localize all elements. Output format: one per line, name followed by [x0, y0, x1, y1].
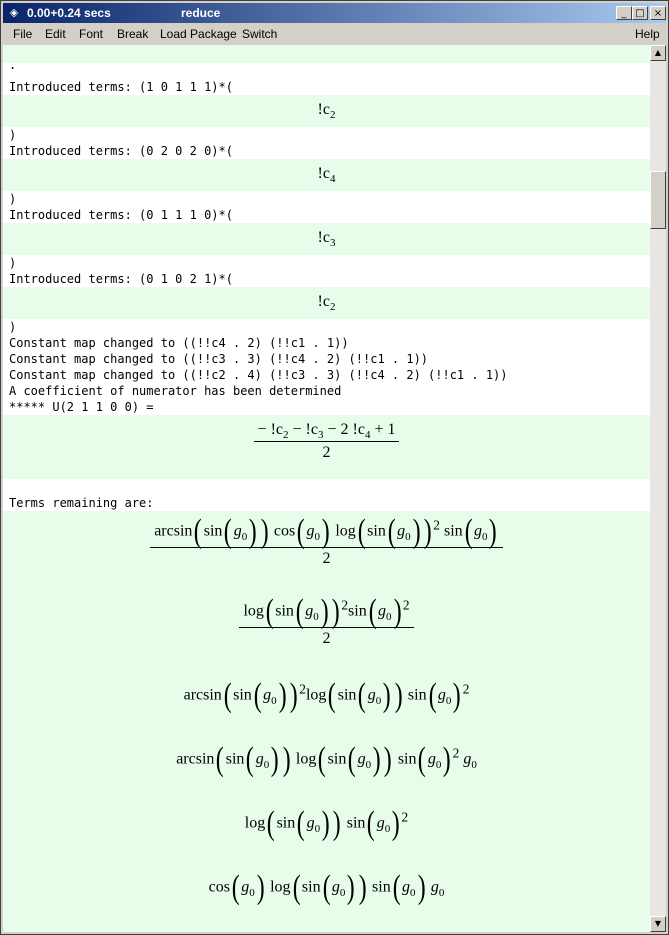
console-line: Introduced terms: (0 1 0 2 1)*(: [9, 272, 233, 286]
remaining-term-2: $\frac{\log( \sin( g_0)) ^2\sin( g_0) ^2}{2}$: [3, 597, 650, 648]
menu-edit[interactable]: Edit: [45, 27, 66, 41]
math-term: $!c_3$: [317, 229, 336, 250]
close-button[interactable]: ×: [650, 6, 666, 20]
scroll-thumb[interactable]: [650, 171, 666, 229]
scroll-up-icon[interactable]: ▲: [650, 45, 666, 61]
title-timing: 0.00+0.24 secs: [27, 6, 111, 20]
console-line: Introduced terms: (0 2 0 2 0)*(: [9, 144, 233, 158]
remaining-term-4: arcsin( sin( $g_0$)) log( sin( $g_0$)) sin( $g_0$) $^2$ $g_0$: [176, 741, 477, 778]
menu-break[interactable]: Break: [117, 27, 149, 41]
console-line: ): [9, 192, 17, 206]
console-line: Constant map changed to ((!!c4 . 2) (!!c1 . 1)): [9, 336, 349, 350]
title-bar[interactable]: [3, 3, 666, 23]
math-block-bg: [3, 45, 650, 63]
console-line: Constant map changed to ((!!c3 . 3) (!!c4 . 2) (!!c1 . 1)): [9, 352, 429, 366]
console-line: A coefficient of numerator has been determined: [9, 384, 342, 398]
menu-file[interactable]: File: [13, 27, 33, 41]
title-app-name: reduce: [181, 6, 221, 20]
console-line: Terms remaining are:: [9, 496, 154, 510]
scroll-down-icon[interactable]: ▼: [650, 916, 666, 932]
console-line: .: [9, 58, 17, 72]
console-line: Constant map changed to ((!!c2 . 4) (!!c3 . 3) (!!c4 . 2) (!!c1 . 1)): [9, 368, 508, 382]
console-line: Introduced terms: (1 0 1 1 1)*(: [9, 80, 233, 94]
remaining-term-6: cos( $g_0$) log( sin( $g_0$)) sin( $g_0$) $g_0$: [208, 869, 445, 906]
console-line: ): [9, 256, 17, 270]
app-icon: ◈: [9, 6, 19, 19]
console-line: Introduced terms: (0 1 1 1 0)*(: [9, 208, 233, 222]
menu-load-package[interactable]: Load Package: [160, 27, 237, 41]
vertical-scrollbar[interactable]: [650, 45, 666, 932]
menu-bar: [3, 24, 666, 44]
menu-switch[interactable]: Switch: [242, 27, 278, 41]
math-term: $!c_2$: [317, 101, 336, 122]
console-line: ***** U(2 1 1 0 0) =: [9, 400, 154, 414]
remaining-term-1: arcsin( sin( $g_0$)) cos( $g_0$) log( sin( $g_0$)) $^2$ sin( $g_0$) 2: [3, 517, 650, 568]
menu-font[interactable]: Font: [79, 27, 104, 41]
console-line: ): [9, 128, 17, 142]
maximize-button[interactable]: □: [632, 6, 648, 20]
console-output[interactable]: [3, 45, 650, 932]
remaining-term-5: log( sin( $g_0$)) sin( $g_0$) $^2$: [244, 805, 409, 842]
coefficient-fraction: $\frac{- !c_2 - !c_3 - 2 !c_4 + 1}{2}$: [3, 421, 650, 462]
remaining-term-3: arcsin( sin( $g_0$)) $^2$log( sin( $g_0$)) sin( $g_0$) $^2$: [183, 677, 470, 714]
minimize-button[interactable]: _: [616, 6, 632, 20]
menu-help[interactable]: Help: [635, 27, 660, 41]
console-line: ): [9, 320, 17, 334]
math-term: $!c_4$: [317, 165, 336, 186]
math-term: $!c_2$: [317, 293, 336, 314]
